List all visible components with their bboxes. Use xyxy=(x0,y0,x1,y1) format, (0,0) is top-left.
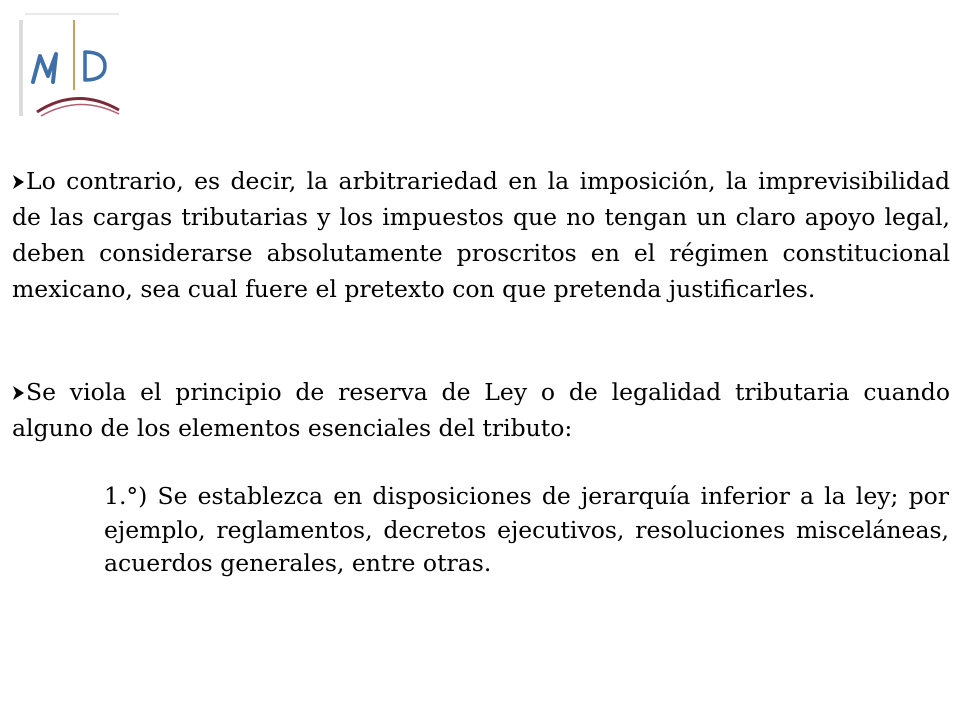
arrow-bullet-icon xyxy=(12,174,25,190)
md-logo xyxy=(19,12,121,120)
numbered-sub-item xyxy=(104,480,949,581)
sub-item-text: 1.°) Se establezca en disposiciones de jerarquía inferior a la ley; por ejemplo, reglamentos, decretos ejecutivos, resoluciones misceláneas, acuerdos generales, entre otras. xyxy=(104,482,949,577)
md-logo-graphic xyxy=(19,12,121,120)
bullet-text: Lo contrario, es decir, la arbitrariedad en la imposición, la imprevisibilidad de las cargas tributarias y los impuestos que no tengan un claro apoyo legal, deben considerarse absolutamente proscritos en el régimen constitucional mexicano, sea cual fuere el pretexto con que pretenda justificarles. xyxy=(12,167,950,303)
bullet-paragraph xyxy=(12,163,950,307)
bullet-text: Se viola el principio de reserva de Ley o de legalidad tributaria cuando alguno de los elementos esenciales del tributo: xyxy=(12,378,950,442)
bullet-paragraph xyxy=(12,374,950,446)
arrow-bullet-icon xyxy=(12,385,25,401)
